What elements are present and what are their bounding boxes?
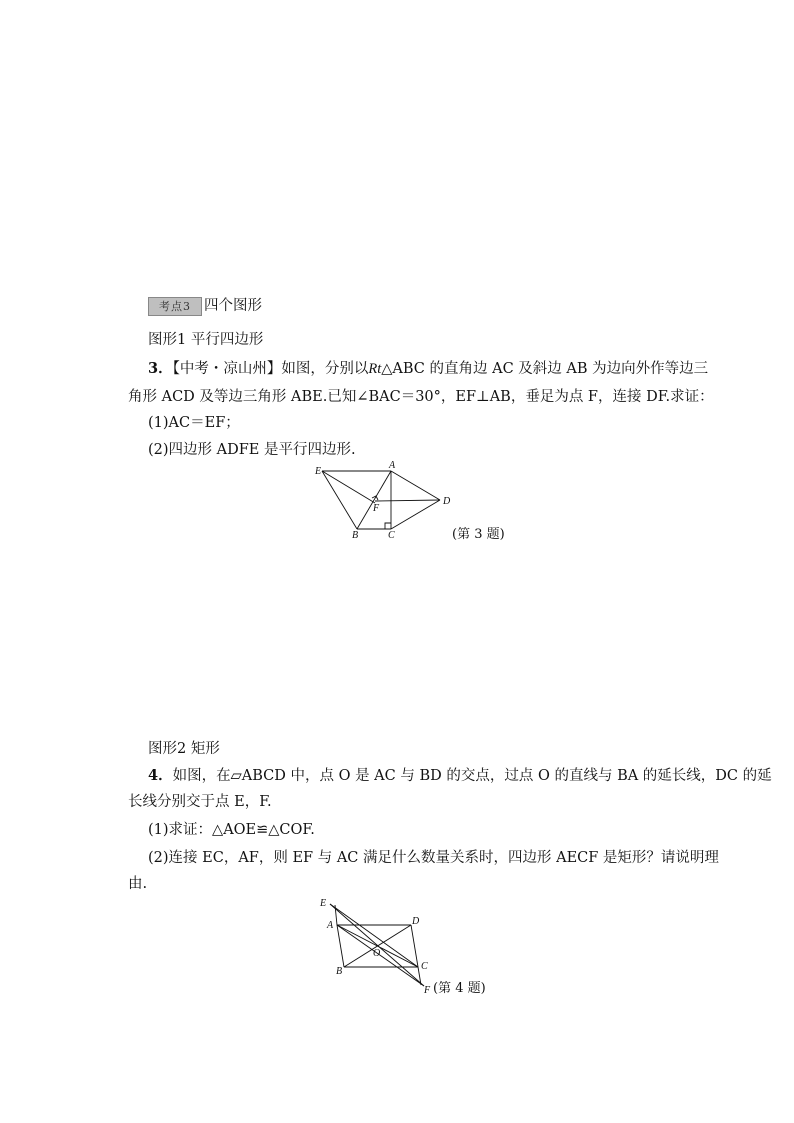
segment-FD <box>375 500 440 501</box>
question-4-text: 如图，在▱ABCD 中，点 O 是 AC 与 BD 的交点，过点 O 的直线与 BA 的延长线，DC 的延 <box>172 768 772 784</box>
label-D: D <box>443 496 451 507</box>
label-E: E <box>320 898 327 909</box>
figure-4-diagram <box>315 892 440 997</box>
part2-heading: 图形2 矩形 <box>148 741 220 757</box>
label-E: E <box>315 466 322 477</box>
section-title: 四个图形 <box>204 298 262 314</box>
figure-4-caption: (第 4 题) <box>433 981 486 996</box>
segment-DC <box>391 500 440 529</box>
section-badge: 考点3 <box>148 297 202 316</box>
label-C: C <box>388 530 395 541</box>
segment-DC <box>411 925 418 967</box>
label-A: A <box>327 920 334 931</box>
question-4-sub-1: (1)求证：△AOE≌△COF. <box>148 822 315 838</box>
question-3-sub-1: (1)AC＝EF； <box>148 415 240 431</box>
label-D: D <box>412 916 420 927</box>
figure-3-diagram <box>310 458 460 544</box>
label-F: F <box>424 985 431 996</box>
question-4-sub-2-line-2: 由. <box>128 876 148 892</box>
label-B: B <box>352 530 359 541</box>
question-4-number: 4． <box>148 767 173 784</box>
label-B: B <box>336 966 343 977</box>
label-O: O <box>373 948 381 959</box>
label-C: C <box>421 961 428 972</box>
part1-heading: 图形1 平行四边形 <box>148 332 264 348</box>
question-4-line-1 <box>148 766 772 786</box>
segment-AB <box>337 925 344 967</box>
question-3-rt: Rt <box>368 361 382 377</box>
question-3-line-2: 角形 ACD 及等边三角形 ABE.已知∠BAC＝30°，EF⊥AB，垂足为点 F，连接 DF.求证： <box>128 389 714 405</box>
question-3-source: 【中考・凉山州】 <box>172 361 282 377</box>
segment-EF <box>322 471 375 503</box>
question-3-number: 3． <box>148 360 173 377</box>
question-3-line-1 <box>148 359 708 379</box>
question-4-sub-2-line-1: (2)连接 EC，AF，则 EF 与 AC 满足什么数量关系时，四边形 AECF 是矩形？请说明理 <box>148 850 719 866</box>
segment-EB <box>322 471 357 529</box>
label-F: F <box>373 503 380 514</box>
figure-3-caption: (第 3 题) <box>452 527 505 542</box>
question-3-sub-2: (2)四边形 ADFE 是平行四边形. <box>148 442 356 458</box>
segment-EF <box>330 904 424 986</box>
label-A: A <box>389 460 396 471</box>
right-angle-mark-C <box>385 523 391 529</box>
question-4-line-2: 长线分别交于点 E，F. <box>128 794 272 810</box>
question-3-text-a: 如图，分别以 <box>281 361 369 377</box>
question-3-text-b: △ABC 的直角边 AC 及斜边 AB 为边向外作等边三 <box>381 361 709 377</box>
segment-AF <box>337 925 424 986</box>
segment-AB <box>357 471 391 529</box>
segment-AD <box>391 471 440 500</box>
